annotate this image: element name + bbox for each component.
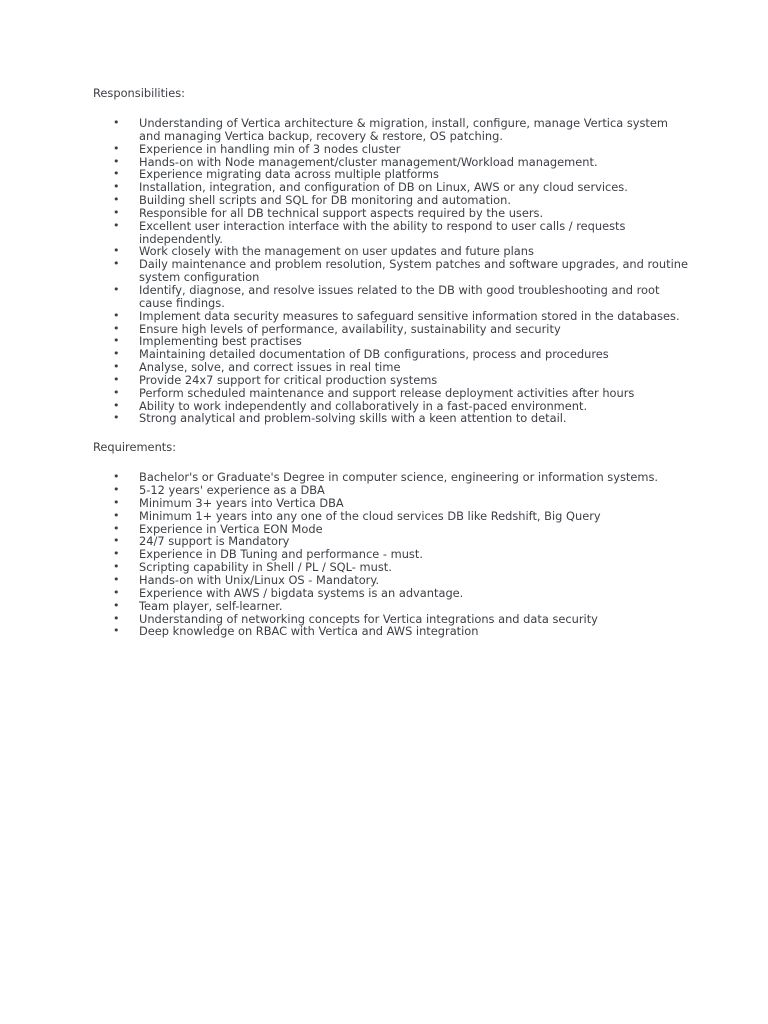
- list-item-text: Minimum 1+ years into any one of the cloud services DB like Redshift, Big Query: [139, 508, 601, 523]
- responsibilities-list: [93, 117, 693, 425]
- list-item-text: Daily maintenance and problem resolution, System patches and software upgrades, and routine system configuration: [139, 257, 688, 285]
- bullet-icon: •: [113, 372, 120, 386]
- bullet-icon: •: [113, 611, 120, 625]
- bullet-icon: •: [113, 385, 120, 399]
- bullet-icon: •: [113, 167, 120, 181]
- bullet-icon: •: [113, 244, 120, 258]
- list-item-text: Installation, integration, and configuration of DB on Linux, AWS or any cloud services.: [139, 180, 628, 195]
- bullet-icon: •: [113, 282, 120, 296]
- list-item-text: Analyse, solve, and correct issues in real time: [139, 360, 401, 375]
- list-item-text: 24/7 support is Mandatory: [139, 534, 290, 549]
- list-item: [93, 258, 693, 284]
- bullet-icon: •: [113, 470, 120, 484]
- bullet-icon: •: [113, 180, 120, 194]
- list-item-text: Minimum 3+ years into Vertica DBA: [139, 495, 344, 510]
- list-item: [93, 117, 693, 143]
- bullet-icon: •: [113, 560, 120, 574]
- list-item-text: Experience in DB Tuning and performance - must.: [139, 547, 423, 562]
- list-item-text: Excellent user interaction interface with the ability to respond to user calls / requests independently.: [139, 218, 626, 246]
- section-spacer: [93, 425, 693, 440]
- bullet-icon: •: [113, 534, 120, 548]
- list-item-text: Experience migrating data across multiple platforms: [139, 167, 439, 182]
- bullet-icon: •: [113, 411, 120, 425]
- bullet-icon: •: [113, 347, 120, 361]
- list-item-text: Perform scheduled maintenance and support release deployment activities after hours: [139, 385, 635, 400]
- bullet-icon: •: [113, 154, 120, 168]
- list-item: [93, 220, 693, 246]
- list-item-text: Bachelor's or Graduate's Degree in computer science, engineering or information systems.: [139, 470, 659, 485]
- bullet-icon: •: [113, 585, 120, 599]
- list-item-text: Understanding of Vertica architecture & migration, install, configure, manage Vertica system and managing Vertica backup, recovery & restore, OS patching.: [139, 116, 668, 143]
- bullet-icon: •: [113, 193, 120, 207]
- responsibilities-heading: Responsibilities:: [93, 86, 185, 100]
- bullet-icon: •: [113, 205, 120, 219]
- bullet-icon: •: [113, 321, 120, 335]
- list-item-text: Building shell scripts and SQL for DB monitoring and automation.: [139, 193, 511, 208]
- list-item: [93, 412, 693, 425]
- list-item-text: Scripting capability in Shell / PL / SQL- must.: [139, 560, 392, 575]
- list-item-text: Experience in handling min of 3 nodes cluster: [139, 141, 401, 156]
- list-item-text: Hands-on with Node management/cluster management/Workload management.: [139, 154, 598, 169]
- list-item-text: Responsible for all DB technical support aspects required by the users.: [139, 205, 544, 220]
- list-item-text: Work closely with the management on user updates and future plans: [139, 244, 534, 259]
- bullet-icon: •: [113, 308, 120, 322]
- list-item-text: Ability to work independently and collaboratively in a fast-paced environment.: [139, 398, 588, 413]
- list-item: [93, 625, 693, 638]
- list-item-text: Hands-on with Unix/Linux OS - Mandatory.: [139, 573, 380, 587]
- list-item-text: Ensure high levels of performance, availability, sustainability and security: [139, 321, 561, 336]
- list-item-text: Strong analytical and problem-solving skills with a keen attention to detail.: [139, 411, 567, 426]
- list-item-text: Experience in Vertica EON Mode: [139, 521, 323, 536]
- bullet-icon: •: [113, 547, 120, 561]
- bullet-icon: •: [113, 334, 120, 348]
- bullet-icon: •: [113, 218, 120, 232]
- bullet-icon: •: [113, 521, 120, 535]
- list-item-text: Implementing best practises: [139, 334, 302, 349]
- bullet-icon: •: [113, 141, 120, 155]
- requirements-heading: Requirements:: [93, 440, 177, 455]
- list-item-text: Implement data security measures to safeguard sensitive information stored in the databases.: [139, 308, 680, 323]
- requirements-list: [93, 471, 693, 638]
- list-item: [93, 284, 693, 310]
- bullet-icon: •: [113, 116, 120, 129]
- bullet-icon: •: [113, 495, 120, 509]
- bullet-icon: •: [113, 398, 120, 412]
- bullet-icon: •: [113, 624, 120, 638]
- bullet-icon: •: [113, 508, 120, 522]
- bullet-icon: •: [113, 257, 120, 271]
- bullet-icon: •: [113, 573, 120, 586]
- bullet-icon: •: [113, 483, 120, 497]
- list-item-text: Deep knowledge on RBAC with Vertica and AWS integration: [139, 624, 479, 639]
- list-item-text: 5-12 years' experience as a DBA: [139, 483, 325, 498]
- document-page: [93, 86, 693, 638]
- list-item-text: Identify, diagnose, and resolve issues related to the DB with good troubleshooting and root cause findings.: [139, 282, 660, 310]
- list-item-text: Team player, self-learner.: [139, 598, 283, 613]
- list-item-text: Provide 24x7 support for critical production systems: [139, 372, 438, 387]
- bullet-icon: •: [113, 360, 120, 374]
- list-item-text: Experience with AWS / bigdata systems is an advantage.: [139, 585, 464, 600]
- list-item-text: Understanding of networking concepts for Vertica integrations and data security: [139, 611, 598, 626]
- list-item-text: Maintaining detailed documentation of DB configurations, process and procedures: [139, 347, 609, 362]
- bullet-icon: •: [113, 598, 120, 612]
